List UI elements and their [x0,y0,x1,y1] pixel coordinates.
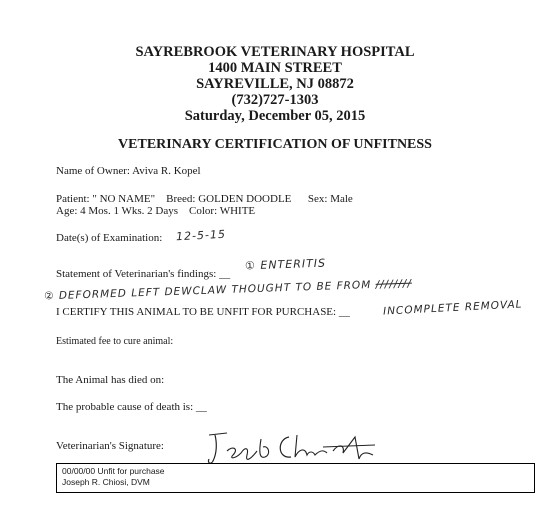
patient-row [56,193,353,205]
color-value: WHITE [219,205,256,217]
patient-name: " NO NAME" [92,193,156,205]
findings-handwritten-2 [44,278,412,303]
exam-date-handwritten: 12-5-15 [175,227,227,244]
age-value: 4 Mos. 1 Wks. 2 Days [80,205,179,217]
owner-value: Aviva R. Kopel [132,165,201,177]
footer-box [56,463,535,493]
cost-label: Estimated fee to cure animal: [56,336,174,347]
findings-label: Statement of Veterinarian's findings: __ [56,268,231,280]
hospital-street: 1400 MAIN STREET [208,60,342,76]
hospital-city: SAYREVILLE, NJ 08872 [196,76,354,92]
sex-value: Male [330,193,353,205]
cause-label: The probable cause of death is: __ [56,401,207,413]
age-row [56,205,255,217]
findings-handwritten-2-scribble: //////// [375,277,413,291]
findings-handwritten-2-text: ② DEFORMED LEFT DEWCLAW THOUGHT TO BE FROM [43,279,372,303]
age-label: Age: [56,205,78,217]
sex-label: Sex: [307,193,328,205]
document-date: Saturday, December 05, 2015 [184,108,366,124]
findings-handwritten-1: ① ENTERITIS [244,256,327,273]
hospital-phone: (732)727-1303 [231,92,319,108]
certify-handwritten: INCOMPLETE REMOVAL [382,298,523,318]
color-label: Color: [189,205,218,217]
footer-line-2: Joseph R. Chiosi, DVM [62,477,150,487]
document-title: VETERINARY CERTIFICATION OF UNFITNESS [118,137,432,152]
died-label: The Animal has died on: [56,374,165,386]
owner-label: Name of Owner: [56,165,130,177]
owner-row [56,165,201,177]
patient-label: Patient: [56,193,90,205]
exam-label: Date(s) of Examination: [56,232,163,244]
hospital-name: SAYREBROOK VETERINARY HOSPITAL [135,44,415,60]
breed-label: Breed: [166,193,196,205]
footer-line-1: 00/00/00 Unfit for purchase [62,466,165,476]
breed-value: GOLDEN DOODLE [198,193,292,205]
certify-label: I CERTIFY THIS ANIMAL TO BE UNFIT FOR PURCHASE: __ [56,306,350,318]
signature-label: Veterinarian's Signature: [56,440,164,452]
